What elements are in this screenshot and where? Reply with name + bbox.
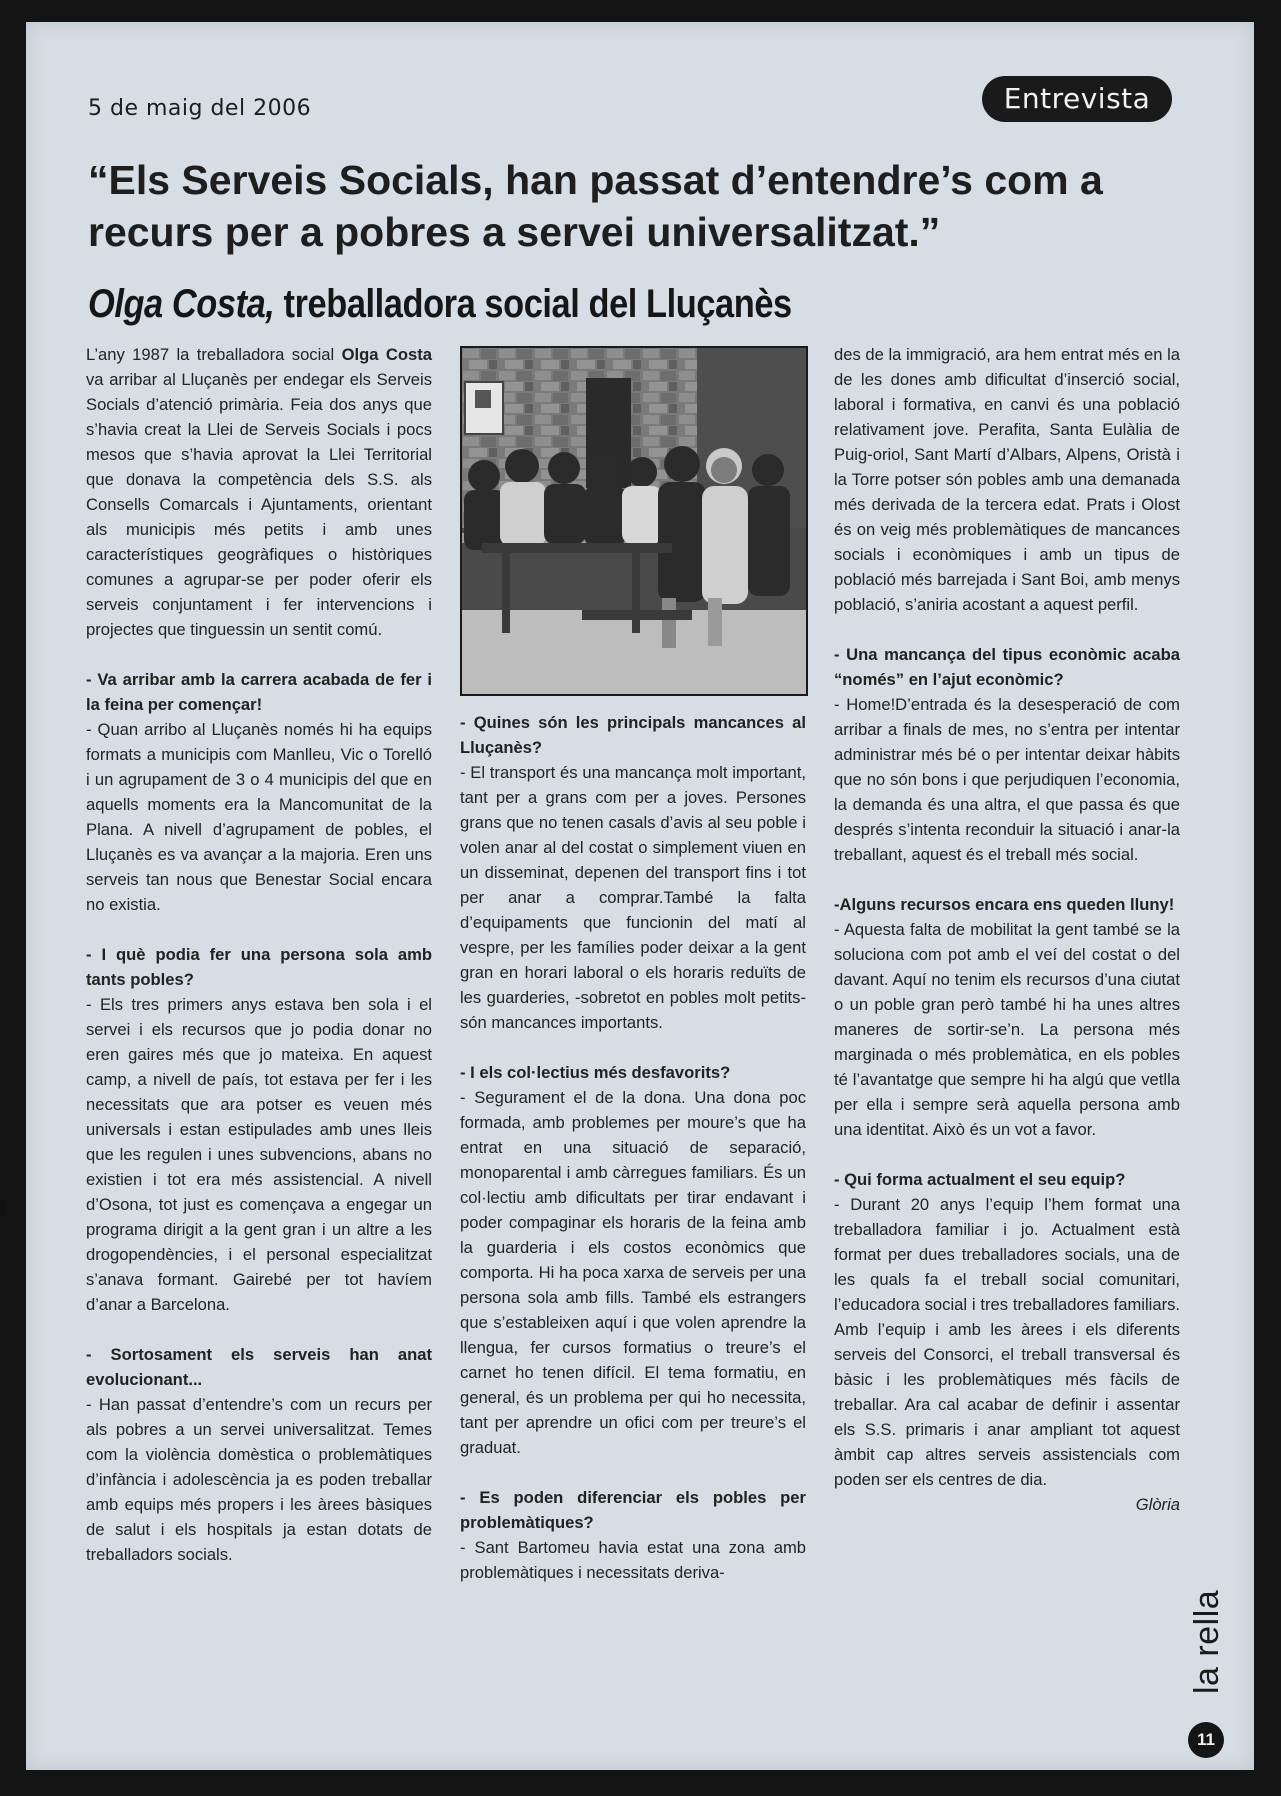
intro-paragraph: L’any 1987 la treballadora social Olga Costa va arribar al Lluçanès per endegar els Serveis Socials d’atenció primària. Feia dos anys que s’havia creat la Llei de Serveis Socials i pocs mesos que s’havia aprovat la Llei Territorial que donava la competència dels S.S. als Consells Comarcals i Ajuntaments, orientant als municipis més petits i amb unes característiques geogràfiques o històriques comunes a agrupar-se per poder oferir els serveis conjuntament i fer intervencions i projectes que tinguessin un sentit comú. [86,345,432,639]
binding-mark [0,1200,5,1216]
question: - Va arribar amb la carrera acabada de fer i la feina per començar! [86,670,432,714]
question: - Sortosament els serveis han anat evolucionant... [86,1345,432,1389]
question: - Qui forma actualment el seu equip? [834,1170,1126,1189]
answer: - Els tres primers anys estava ben sola i el servei i els recursos que jo podia donar no eren gaires més que jo mateixa. En aquest camp, a nivell de país, tot estava per fer i les necessitats que ara potser es veuen més universals i estan estipulades amb unes lleis que les regulen i unes subvencions, abans no existien i tot era més assistencial. A nivell d’Osona, tot just es començava a engegar un programa dirigit a la gent gran i un altre a les drogopendències, i el personal especialitzat s’anava formant. Gairebé per tot havíem d’anar a Barcelona. [86,995,432,1314]
continued-paragraph: des de la immigració, ara hem entrat més en la de les dones amb dificultat d’inserció social, laboral i formativa, en canvi és una població relativament jove. Perafita, Santa Eulàlia de Puig-oriol, Sant Martí d’Albars, Alpens, Oristà i la Torre potser són pobles amb una demanada més derivada de la tercera edat. Prats i Olost és on veig més problemàtiques de mancances socials i econòmiques i amb un tipus de població més barrejada i Sant Boi, amb menys població, s’aniria acostant a aquest perfil. [834,345,1180,614]
magazine-page [26,22,1254,1770]
answer: - Sant Bartomeu havia estat una zona amb problemàtiques i necessitats deriva- [460,1538,806,1582]
subheadline [88,280,1034,328]
answer: - Aquesta falta de mobilitat la gent també se la soluciona com pot amb el veí del costat o del davant. Aquí no tenim els recursos d’una ciutat o un poble gran però també hi ha unes altres maneres de sortir-se’n. La persona més marginada o més problemàtica, en els pobles té l’avantatge que sempre hi ha algú que vetlla per ella i sempre serà aquella persona amb una identitat. Això és un vot a favor. [834,920,1180,1139]
article-column-3 [834,342,1180,1542]
article-column-1 [86,342,432,1592]
group-photo-illustration [462,348,806,694]
article-column-2 [460,710,806,1610]
interviewee-role: treballadora social del Lluçanès [283,282,792,326]
question: - Quines són les principals mancances al Lluçanès? [460,713,806,757]
answer: - Quan arribo al Lluçanès només hi ha equips formats a municipis com Manlleu, Vic o Torelló i un agrupament de 3 o 4 municipis del que en aquells moments era la Mancomunitat de la Plana. A nivell d’agrupament de pobles, el Lluçanès es va avançar a la majoria. Eren uns serveis tan nous que Benestar Social encara no existia. [86,720,432,914]
question: - Una mancança del tipus econòmic acaba “només” en l’ajut econòmic? [834,645,1180,689]
author-signature: Glòria [1135,1495,1180,1514]
question: -Alguns recursos encara ens queden lluny! [834,895,1175,914]
answer: - El transport és una mancança molt important, tant per a grans com per a joves. Persones grans que no tenen casals d’avis al seu poble i volen anar al del costat o simplement viuen en un disseminat, depenen del transport fins i tot per anar a comprar.També la falta d’equipaments que funcionin del matí al vespre, per les famílies poder deixar a la gent gran en horari laboral o els horaris reduïts de les guarderies, -sobretot en pobles molt petits- són mancances importants. [460,763,806,1032]
headline: “Els Serveis Socials, han passat d’entendre’s com a recurs per a pobres a servei universalitzat.” [88,157,1103,255]
answer: - Durant 20 anys l’equip l’hem format una treballadora familiar i jo. Actualment està format per dues treballadores socials, una de les quals fa el treball social comunitari, l’educadora social i tres treballadores familiars. Amb l’equip i amb les àrees i els diferents serveis del Consorci, el treball transversal és bàsic i les problemàtiques més fàcils de treballar. Ara cal acabar de definir i assentar els S.S. primaris i anar ampliant tot aquest àmbit cap altres serveis assistencials com poden ser els centres de dia. [834,1195,1180,1489]
page-number: 11 [1188,1722,1224,1758]
answer: - Han passat d’entendre’s com un recurs per als pobres a un servei universalitzat. Temes com la violència domèstica o problemàtiques d’infància i adolescència ja es poden treballar amb equips més propers i les àrees bàsiques de salut i els hospitals ja estan dotats de treballadors socials. [86,1395,432,1564]
magazine-brand: la rella [1188,1589,1226,1694]
intro-name: Olga Costa [341,345,432,364]
question: - I què podia fer una persona sola amb tants pobles? [86,945,432,989]
answer: - Segurament el de la dona. Una dona poc formada, amb problemes per moure’s que ha entrat en una situació de separació, monoparental i amb càrregues familiars. És un col·lectiu amb dificultats per tirar endavant i poder compaginar els horaris de la feina amb la guarderia i els costos econòmics que comporta. Hi ha poca xarxa de serveis per una persona sola amb fills. També els estrangers que s’estableixen aquí i que volen aprendre la llengua, fer cursos formatius o treure’s el carnet ho tenen difícil. El tema formatiu, en general, és un problema per qui ho necessita, tant per aprendre un ofici com per treure’s el graduat. [460,1088,806,1457]
issue-date: 5 de maig del 2006 [88,96,312,121]
interviewee-name: Olga Costa, [88,282,275,326]
question: - Es poden diferenciar els pobles per problemàtiques? [460,1488,806,1532]
answer: - Home!D’entrada és la desesperació de com arribar a finals de mes, no s’entra per intentar administrar més bé o per intentar deixar hàbits que no són bons i que perjudiquen l’economia, la demanda és una altra, el que passa és que després s’intenta reconduir la situació i anar-la treballant, aquest és el treball més social. [834,695,1180,864]
question: - I els col·lectius més desfavorits? [460,1063,731,1082]
group-photo-icon [460,346,808,696]
section-badge: Entrevista [982,76,1172,122]
